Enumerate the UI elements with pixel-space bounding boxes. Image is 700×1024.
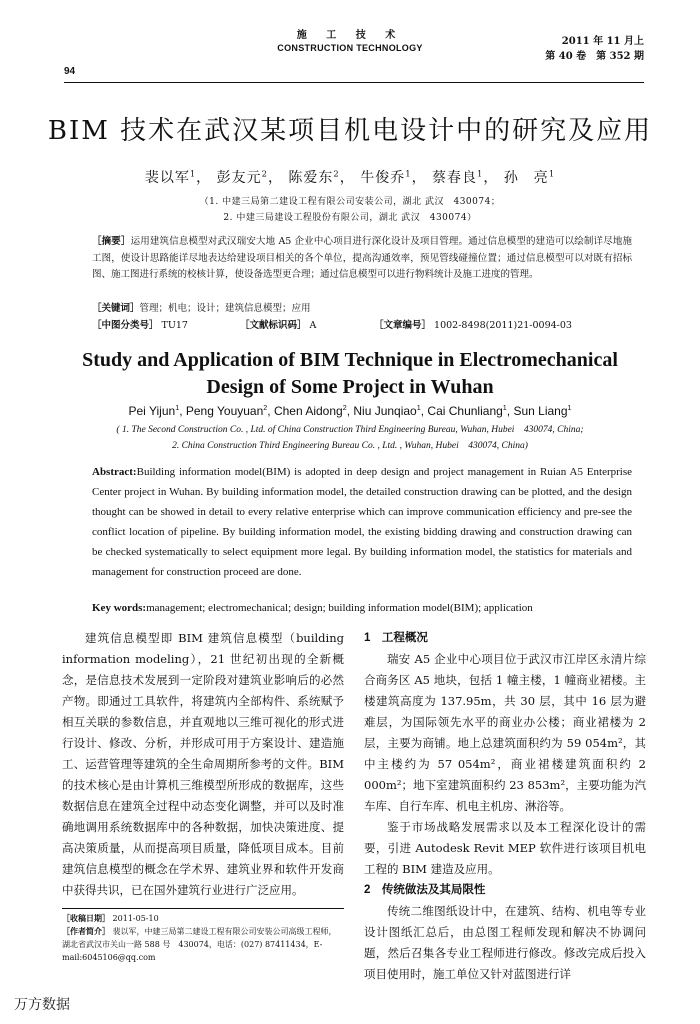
affiliation-cn-1: （1. 中建三局第二建设工程有限公司安装公司，湖北 武汉 430074； (199, 197, 501, 207)
received-date: ［收稿日期］ 2011-05-10 (62, 913, 159, 923)
journal-name-en: CONSTRUCTION TECHNOLOGY (277, 43, 423, 53)
page-number: 94 (64, 66, 76, 77)
header-divider (64, 82, 644, 83)
issue-date: 2011 年 11 月上 (561, 36, 644, 47)
abstract-cn-text: 运用建筑信息模型对武汉瑞安大地 A5 企业中心项目进行深化设计及项目管理。通过信息模型的建造可以绘制详尽地施工图，使设计思路能详尽地表达给建设项目相关的各个单位，提高沟通效率，预见管线碰撞位置；通过信息模型可以对既有招标图、施工图进行系统的校核计算，使设备选型更合理；通过信息模型可以进行物料统计及施工进度的管理。 (92, 236, 632, 280)
clc-code: ［中图分类号］ TU17 (92, 320, 188, 331)
footnote (62, 912, 344, 964)
footnote-divider (62, 908, 344, 909)
abstract-en (92, 462, 632, 582)
watermark: 万方数据 (14, 996, 70, 1012)
author-name: 牛俊乔 (360, 170, 406, 186)
article-number: ［文章编号］ 1002-8498(2011)21-0094-03 (374, 320, 572, 331)
keywords-cn-label: ［关键词］ (92, 303, 140, 314)
affiliation-en-2: 2. China Construction Third Engineering Bureau Co. , Ltd. , Wuhan, Hubei 430074, China) (172, 441, 528, 451)
author-name: Peng Youyuan (185, 404, 264, 418)
author-list-en: Pei Yijun$^1$, Peng Youyuan$^2$, Chen Aidong$^2$, Niu Junqiao$^1$, Cai Chunliang$^1$, Sun Liang$^1$ (128, 403, 572, 418)
affiliation-cn-2: 2. 中建三局建设工程股份有限公司，湖北 武汉 430074） (223, 213, 477, 223)
keywords-en-text: management; electromechanical; design; building information model(BIM); application (146, 602, 533, 614)
author-name: Niu Junqiao (353, 404, 417, 418)
author-name: Pei Yijun (128, 404, 176, 418)
section-2-paragraph-1: 传统二维图纸设计中，在建筑、结构、机电等专业设计图纸汇总后，由总图工程师发现和解决不协调问题，然后召集各专业工程师进行修改。修改完成后投入项目使用时，施工单位又针对蓝图进行详 (364, 904, 646, 981)
section-1-paragraph-2: 鉴于市场战略发展需求以及本工程深化设计的需要，引进 Autodesk Revit MEP 软件进行该项目机电工程的 BIM 建造及应用。 (364, 820, 646, 876)
author-name: 裴以军 (144, 170, 190, 186)
abstract-en-text: Building information model(BIM) is adopted in deep design and project management in Ruian A5 Enterprise Center project in Wuhan. By building information model, the detailed construction drawing can be plotted, and the design thought can be showed in detail to every relative enterprise which can improve communication efficiency and pre-see the conflict location of pipeline. By building information model, the existing bidding drawing and construction drawing can be checked systematically to select equipment more legal. By building information model, the statistics for materials and management for construction proceed are done. (92, 466, 632, 578)
author-name: 蔡春良 (432, 170, 478, 186)
keywords-en (92, 602, 632, 614)
author-name: Cai Chunliang (427, 404, 503, 418)
author-name: Sun Liang (513, 404, 568, 418)
author-name: 彭友元 (216, 170, 262, 186)
author-bio: ［作者简介］ 裴以军，中建三局第二建设工程有限公司安装公司高级工程师，湖北省武汉市关山一路 588 号 430074，电话：(027) 87411434，E-mail:6045106@qq.com (62, 926, 337, 962)
abstract-cn-label: ［摘要］ (92, 236, 131, 247)
author-name: Chen Aidong (273, 404, 343, 418)
keywords-cn-text: 管理；机电；设计；建筑信息模型；应用 (139, 303, 311, 314)
classification-line (92, 318, 632, 334)
author-list-cn: 裴以军$^1$， 彭友元$^2$， 陈爱东$^2$， 牛俊乔$^1$， 蔡春良$^1$， 孙 亮$^1$ (144, 168, 556, 186)
volume-issue: 第 40 卷 第 352 期 (545, 51, 644, 62)
abstract-en-label: Abstract: (92, 466, 137, 478)
keywords-en-label: Key words: (92, 602, 147, 614)
keywords-cn (92, 301, 632, 317)
article-title-en: Study and Application of BIM Technique in Electromechanical Design of Some Project in Wuhan (82, 349, 618, 398)
document-code: ［文献标识码］ A (240, 320, 317, 331)
affiliation-en-1: ( 1. The Second Construction Co. , Ltd. of China Construction Third Engineering Bureau, Wuhan, Hubei 430074, China; (116, 425, 584, 435)
section-1-heading: 1 工程概况 (364, 632, 428, 644)
body-right-column (364, 628, 646, 985)
section-1-paragraph-1: 瑞安 A5 企业中心项目位于武汉市江岸区永清片综合商务区 A5 地块，包括 1 幢主楼，1 幢商业裙楼。主楼建筑高度为 137.95m，共 30 层，其中 16 层为避难层，为国际领先水平的商业办公楼；商业裙楼为 2 层，主要为商铺。地上总建筑面积约为 59 054m²，其中主楼约为 57 054m²，商业裙楼建筑面积约 2 000m²；地下室建筑面积约 23 853m²，主要功能为汽车库、自行车库、机电主机房、淋浴等。 (364, 652, 646, 813)
section-2-heading: 2 传统做法及其局限性 (364, 884, 486, 896)
abstract-cn (92, 234, 632, 284)
article-title-cn: BIM 技术在武汉某项目机电设计中的研究及应用 (47, 116, 653, 146)
body-left-column (62, 628, 344, 901)
author-name: 陈爱东 (288, 170, 334, 186)
author-name: 孙 亮 (503, 170, 549, 186)
intro-paragraph: 建筑信息模型即 BIM 建筑信息模型（building information modeling），21 世纪初出现的全新概念，是信息技术发展到一定阶段对建筑业影响后的必然产物。即通过工具软件，将建筑内全部构件、系统赋予相互关联的参数信息，并直观地以三维可视化的形式进行设计、修改、分析，并形成可用于方案设计、建造施工、运营管理等建筑的全生命周期所参考的文件。BIM 的技术核心是由计算机三维模型所形成的数据库，这些数据信息在建筑全过程中动态变化调整，并可以及时准确地调用系统数据库中的各种数据，加快决策进度、提高决策质量，从而提高项目质量，降低项目成本。目前建筑信息模型的概念在学术界、建筑业界和软件开发商中获得共识，已在国外建筑行业进行广泛应用。 (62, 631, 344, 897)
issue-info (545, 34, 644, 64)
journal-name-cn: 施 工 技 术 (296, 30, 404, 41)
